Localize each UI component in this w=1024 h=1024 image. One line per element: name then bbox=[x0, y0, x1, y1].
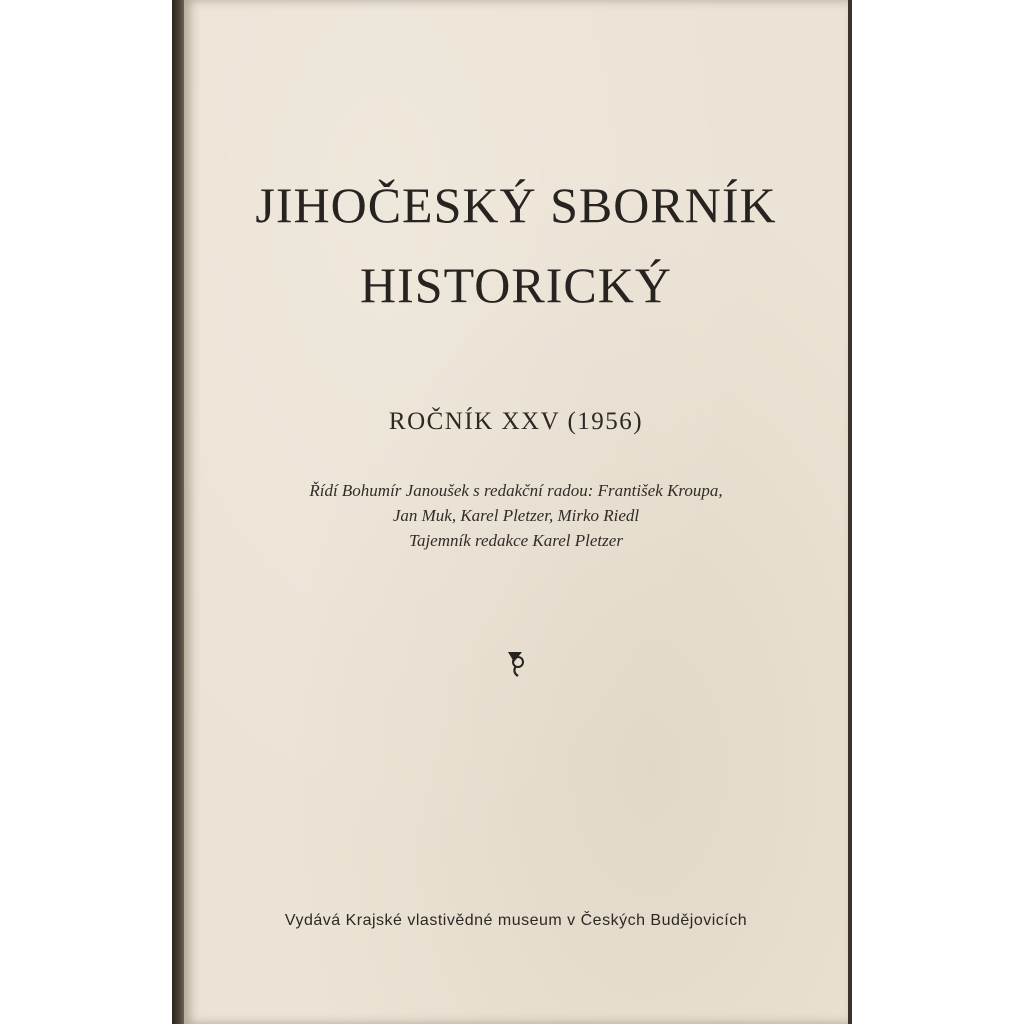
title-line-2: HISTORICKÝ bbox=[360, 257, 672, 313]
title-line-1: JIHOČESKÝ SBORNÍK bbox=[255, 177, 777, 233]
editors-line-1: Řídí Bohumír Janoušek s redakční radou: František Kroupa, bbox=[309, 481, 723, 500]
publisher-line: Vydává Krajské vlastivědné museum v Českých Budějovicích bbox=[284, 912, 748, 929]
editors-line-3: Tajemník redakce Karel Pletzer bbox=[409, 531, 623, 550]
publisher-mark-icon bbox=[504, 648, 530, 678]
book-edge-right bbox=[848, 0, 852, 1024]
volume-label: ROČNÍK XXV (1956) bbox=[388, 408, 644, 435]
editorial-board bbox=[184, 478, 848, 553]
editors-line-2: Jan Muk, Karel Pletzer, Mirko Riedl bbox=[392, 506, 640, 525]
title-page bbox=[184, 0, 848, 1024]
